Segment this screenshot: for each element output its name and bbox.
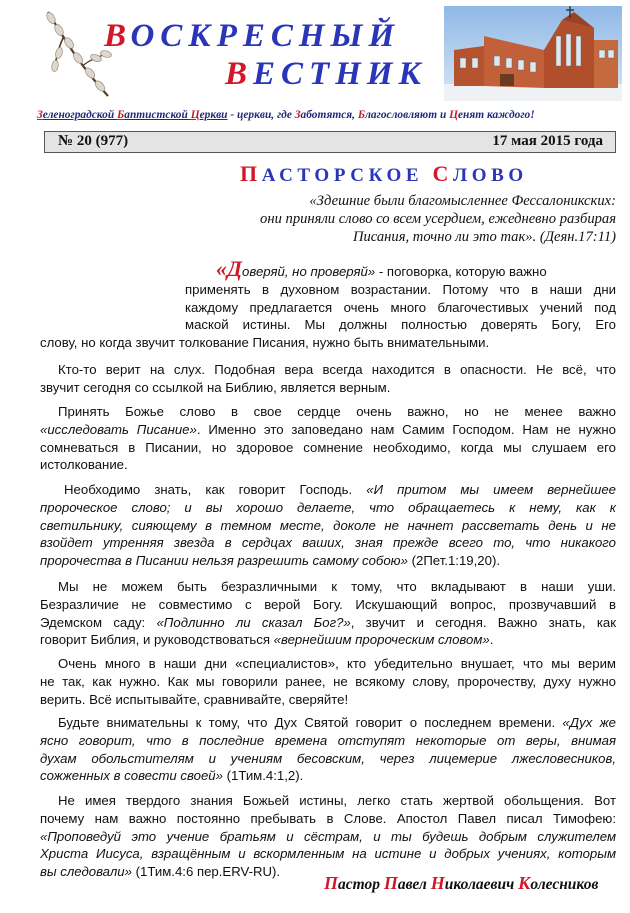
paragraph-7: Будьте внимательны к тому, что Дух Святой говорит о последнем времени. «Дух же ясно говорит, что в последние времена отступят некоторые от веры, внимая духам обольстителям и учениям бесовским, через лицемерие лжесловесников, сожженных в совести своей» (1Тим.4:1,2). (40, 715, 616, 784)
epigraph-quote: «Здешние были благомысленнее Фессалоникских: они приняли слово со всем усердием, ежедневно разбирая Писания, точно ли это так». (Деян.17:11) (260, 193, 616, 245)
author-signature: Пастор Павел Николаевич Колесников (324, 873, 599, 893)
masthead-tagline: Зеленоградской Баптистской Церкви - церкви, где Заботятся, Благословляют и Ценят каждого! (37, 109, 535, 121)
paragraph-8: Не имея твердого знания Божьей истины, легко стать жертвой обольщения. Вот почему нам важно постоянно пребывать в Слове. Апостол Павел писал Тимофею: «Проповедуй это учение братьям и сёстрам, и ты будешь добрым служителем Христа Иисуса, взращённым и вскормленным на истине и добрых учениях, которым вы следовали» (1Тим.4:6 пер.ERV-RU). (40, 793, 616, 880)
masthead-title-line-1: ВОСКРЕСНЫЙ (104, 18, 401, 54)
section-title: ПАСТОРСКОЕ СЛОВО (240, 161, 528, 186)
issue-date: 17 мая 2015 года (492, 133, 603, 149)
paragraph-6: Очень много в наши дни «специалистов», кто убедительно внушает, что мы верим не так, как нужно. Как мы говорили ранее, не всякому слову, пророчеству, духу нужно верить. Всё испытывайте, сравнивайте, сверяйте! (40, 656, 616, 707)
paragraph-5: Мы не можем быть безразличными к тому, что вкладывают в наши уши. Безразличие не совместимо с верой Богу. Искушающий вопрос, прозвучавший в Эдемском саду: «Подлинно ли сказал Бог?», звучит и сегодня. Важно знать, как говорит Библия, и руководствоваться «вернейшим пророческим словом». (40, 579, 616, 648)
paragraph-3: Принять Божье слово в свое сердце очень важно, но не менее важно «исследовать Писание». Именно это заповедано нам Самим Господом. Нам не нужно сомневаться в Писании, но здоровое сомнение необходимо, когда мы слушаем его истолкование. (40, 404, 616, 473)
paragraph-4: Необходимо знать, как говорит Господь. «И притом мы имеем вернейшее пророческое слово; и вы хорошо делаете, что обращаетесь к нему, как к светильнику, сияющему в темном месте, доколе не начнет рассветать день и не взойдет утренняя звезда в сердцах ваших, зная прежде всего то, что никакого пророчества в Писании нельзя разрешить самому собою» (2Пет.1:19,20). (40, 482, 617, 569)
issue-info-bar (44, 131, 616, 153)
paragraph-2: Кто-то верит на слух. Подобная вера всегда находится в опасности. Не всё, что звучит сегодня со ссылкой на Библию, является верным. (40, 362, 616, 395)
paragraph-1: «Доверяй, но проверяй» - поговорка, которую важно применять в духовном возрастании. Потому что в наши дни каждому предлагается очень много благочестивых учений под маской истины. Мы должны полностью доверять Богу, Его слову, но когда звучит толкование Писания, нужно быть внимательными. (40, 256, 616, 351)
issue-number: № 20 (977) (58, 133, 129, 149)
masthead-title-line-2: ВЕСТНИК (225, 56, 427, 92)
masthead (0, 0, 630, 130)
church-photo (444, 6, 622, 101)
